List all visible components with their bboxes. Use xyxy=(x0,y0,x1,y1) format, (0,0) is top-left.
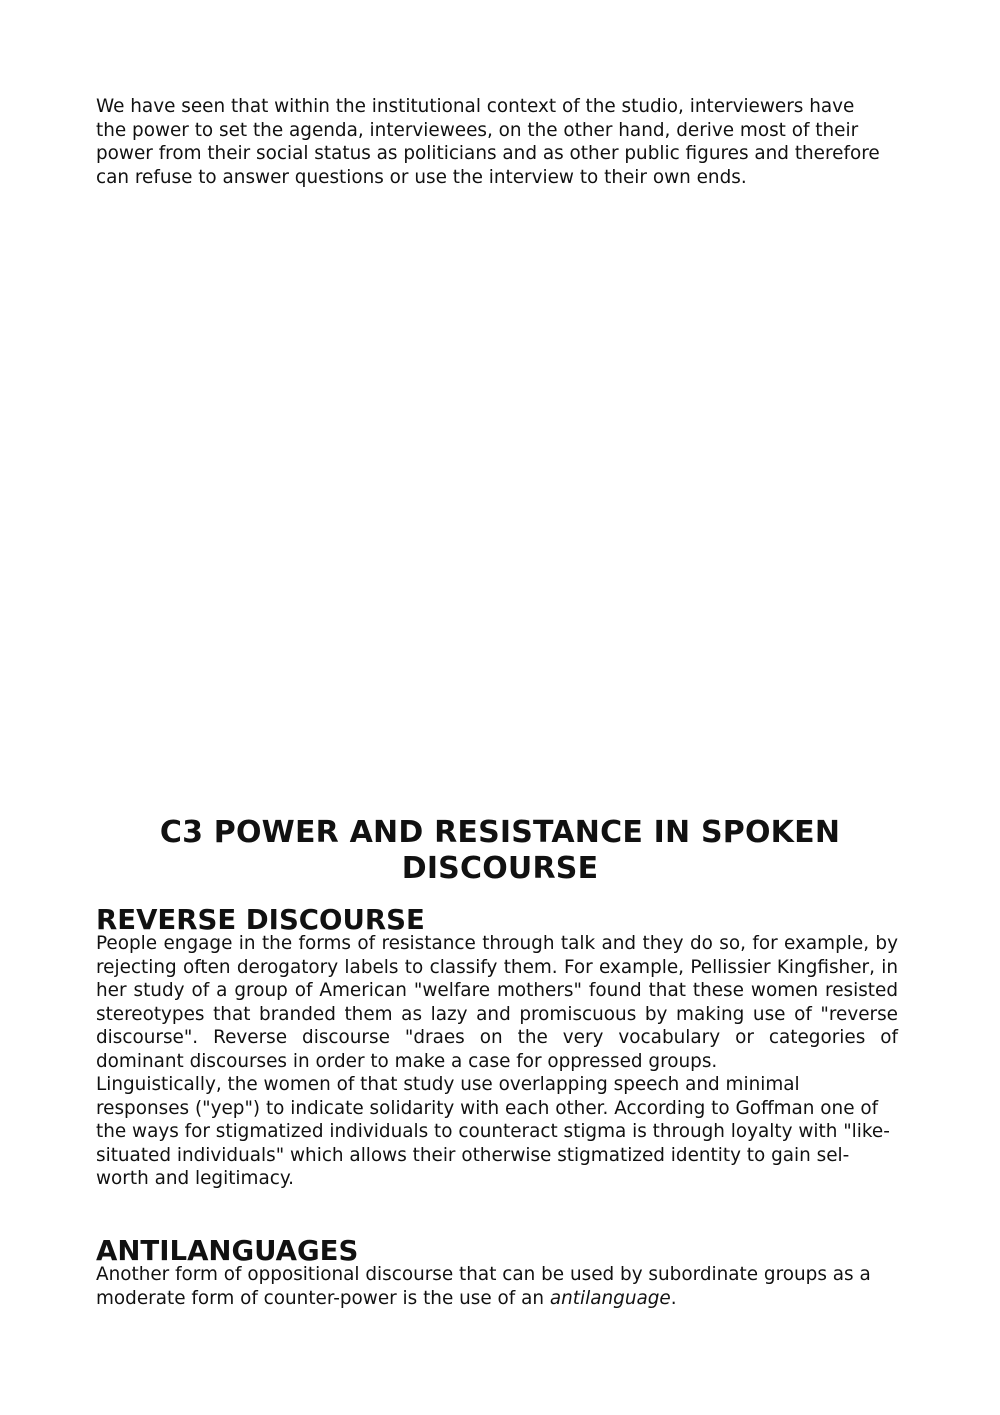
antilanguages-heading: ANTILANGUAGES xyxy=(96,1234,359,1267)
intro-paragraph: We have seen that within the institutional context of the studio, interviewers have the power to set the agenda, interviewees, on the other hand, derive most of their power from their social status as politicians and as other public figures and therefore can refuse to answer questions or use the interview to their own ends. xyxy=(96,96,880,188)
antilanguages-section xyxy=(96,1234,898,1310)
reverse-discourse-section xyxy=(96,903,898,1191)
section-title: C3 POWER AND RESISTANCE IN SPOKEN DISCOURSE xyxy=(159,815,841,886)
antilanguages-paragraph-end: . xyxy=(670,1287,677,1309)
antilanguages-paragraph xyxy=(96,1263,898,1310)
reverse-discourse-paragraph-2: Linguistically, the women of that study use overlapping speech and minimal responses ("yep") to indicate solidarity with each other. According to Goffman one of the ways for stigmatized individuals to counteract stigma is through loyalty with "like-situated individuals" which allows their otherwise stigmatized identity to gain sel-worth and legitimacy. xyxy=(96,1074,890,1189)
reverse-discourse-heading: REVERSE DISCOURSE xyxy=(96,903,425,936)
antilanguage-term: antilanguage xyxy=(549,1287,671,1309)
reverse-discourse-paragraph-1: People engage in the forms of resistance through talk and they do so, for example, by rejecting often derogatory labels to classify them. For example, Pellissier Kingfisher, in her study of a group of American "welfare mothers" found that these women resisted stereotypes that branded them as lazy and promiscuous by making use of "reverse discourse". Reverse discourse "draes on the very vocabulary or categories of dominant discourses in order to make a case for oppressed groups. xyxy=(96,933,898,1072)
antilanguages-paragraph-lead: Another form of oppositional discourse that can be used by subordinate groups as a moderate form of counter-power is the use of an xyxy=(96,1264,871,1309)
